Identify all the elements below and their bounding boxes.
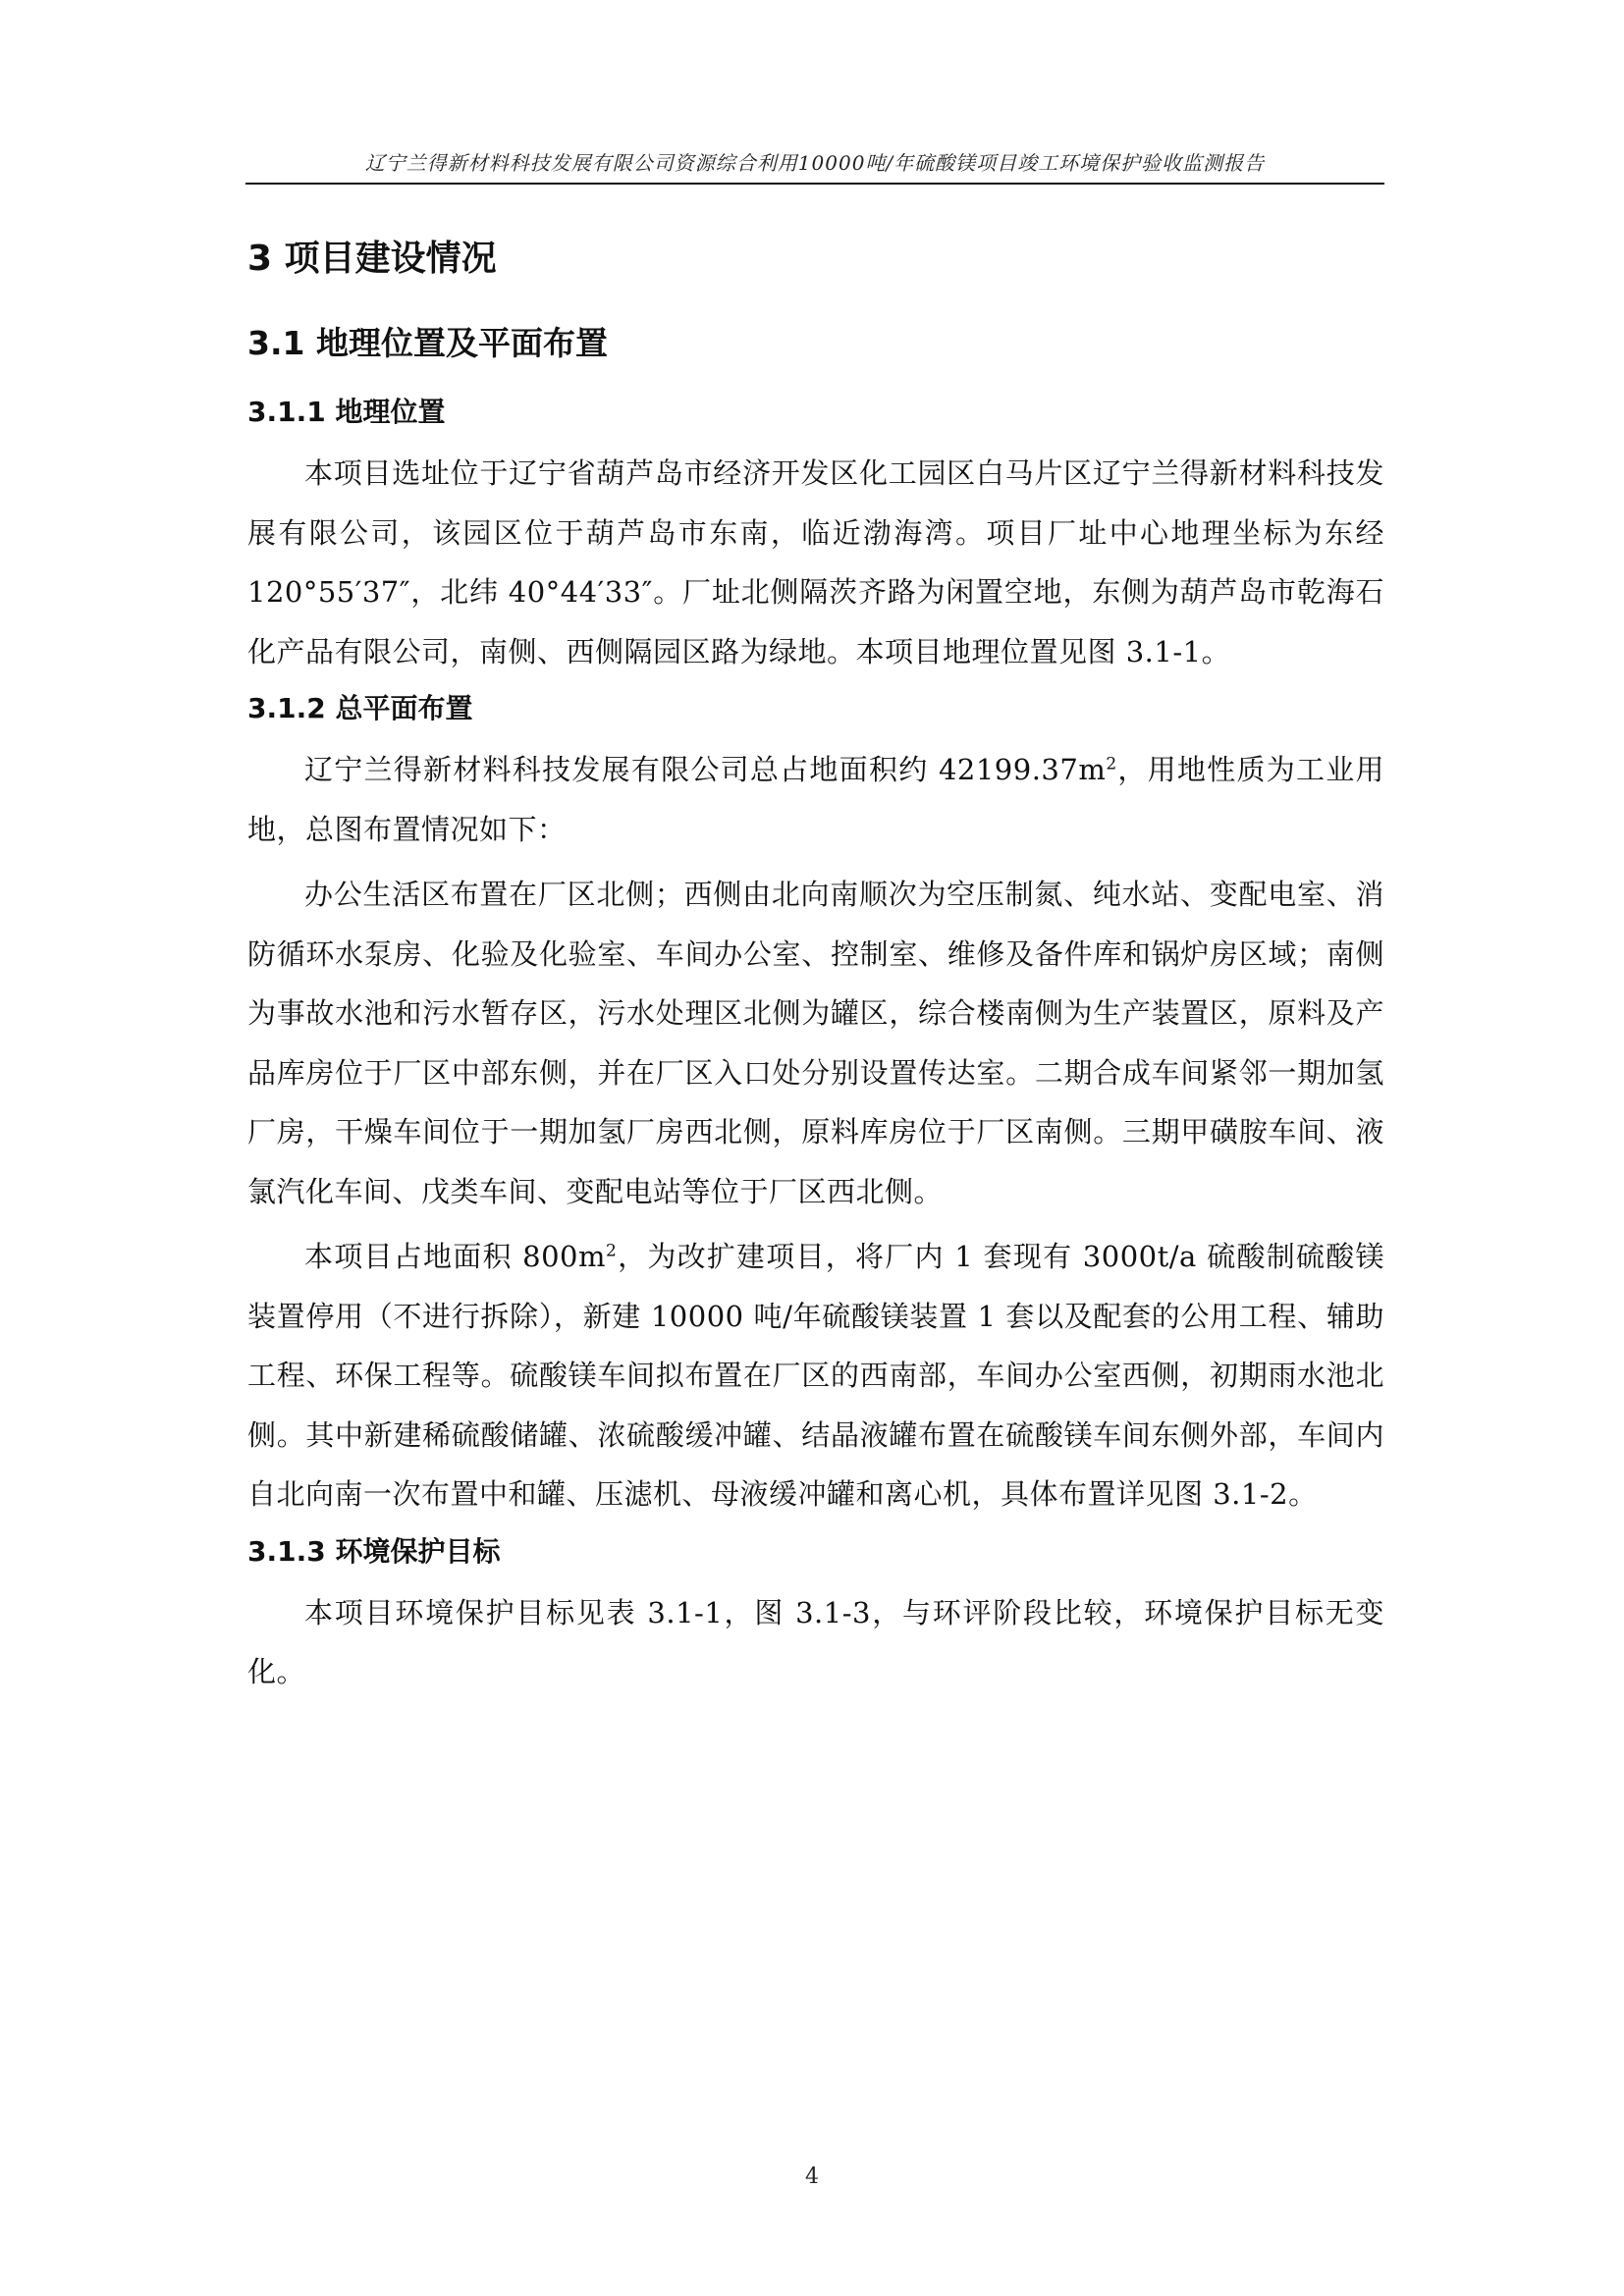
paragraph-total-area-text-b: ，用地性质为工业用地，总图布置情况如下： — [247, 753, 1384, 846]
paragraph-total-area-text-a: 辽宁兰得新材料科技发展有限公司总占地面积约 42199.37m — [304, 753, 1107, 786]
subsection-title-3-1-1: 3.1.1 地理位置 — [247, 396, 446, 428]
paragraph-layout-details: 办公生活区布置在厂区北侧；西侧由北向南顺次为空压制氮、纯水站、变配电室、消防循环水泵房、化验及化验室、车间办公室、控制室、维修及备件库和锅炉房区域；南侧为事故水池和污水暂存区，污水处理区北侧为罐区，综合楼南侧为生产装置区，原料及产品库房位于厂区中部东侧，并在厂区入口处分别设置传达室。二期合成车间紧邻一期加氢厂房，干燥车间位于一期加氢厂房西北侧，原料库房位于厂区南侧。三期甲磺胺车间、液氯汽化车间、戊类车间、变配电站等位于厂区西北侧。 — [247, 878, 1384, 1208]
subsection-title-3-1-2: 3.1.2 总平面布置 — [247, 692, 473, 724]
page-number: 4 — [805, 2164, 819, 2189]
paragraph-total-area — [247, 740, 1384, 859]
page-content — [247, 236, 1384, 1708]
superscript-2: 2 — [606, 1241, 618, 1261]
superscript-2: 2 — [1106, 754, 1117, 774]
paragraph-project-area-text-b: ，为改扩建项目，将厂内 1 套现有 3000t/a 硫酸制硫酸镁装置停用（不进行拆除），新建 10000 吨/年硫酸镁装置 1 套以及配套的公用工程、辅助工程、环保工程等。硫酸镁车间拟布置在厂区的西南部，车间办公室西侧，初期雨水池北侧。其中新建稀硫酸储罐、浓硫酸缓冲罐、结晶液罐布置在硫酸镁车间东侧外部，车间内自北向南一次布置中和罐、压滤机、母液缓冲罐和离心机，具体布置详见图 3.1-2。 — [247, 1240, 1384, 1511]
paragraph-protection-targets: 本项目环境保护目标见表 3.1-1，图 3.1-3，与环评阶段比较，环境保护目标无变化。 — [247, 1595, 1384, 1688]
paragraph-geographic-location: 本项目选址位于辽宁省葫芦岛市经济开发区化工园区白马片区辽宁兰得新材料科技发展有限公司，该园区位于葫芦岛市东南，临近渤海湾。项目厂址中心地理坐标为东经 120°55′37″，北纬 40°44′33″。厂址北侧隔茨齐路为闲置空地，东侧为葫芦岛市乾海石化产品有限公司，南侧、西侧隔园区路为绿地。本项目地理位置见图 3.1-1。 — [247, 456, 1384, 668]
chapter-title: 3 项目建设情况 — [247, 239, 497, 279]
subsection-title-3-1-3: 3.1.3 环境保护目标 — [247, 1534, 501, 1568]
header-rule — [245, 183, 1384, 185]
section-title-3-1: 3.1 地理位置及平面布置 — [247, 324, 608, 362]
paragraph-project-area — [247, 1227, 1384, 1524]
paragraph-project-area-text-a: 本项目占地面积 800m — [304, 1240, 607, 1273]
running-header: 辽宁兰得新材料科技发展有限公司资源综合利用10000吨/年硫酸镁项目竣工环境保护验收监测报告 — [364, 151, 1266, 175]
